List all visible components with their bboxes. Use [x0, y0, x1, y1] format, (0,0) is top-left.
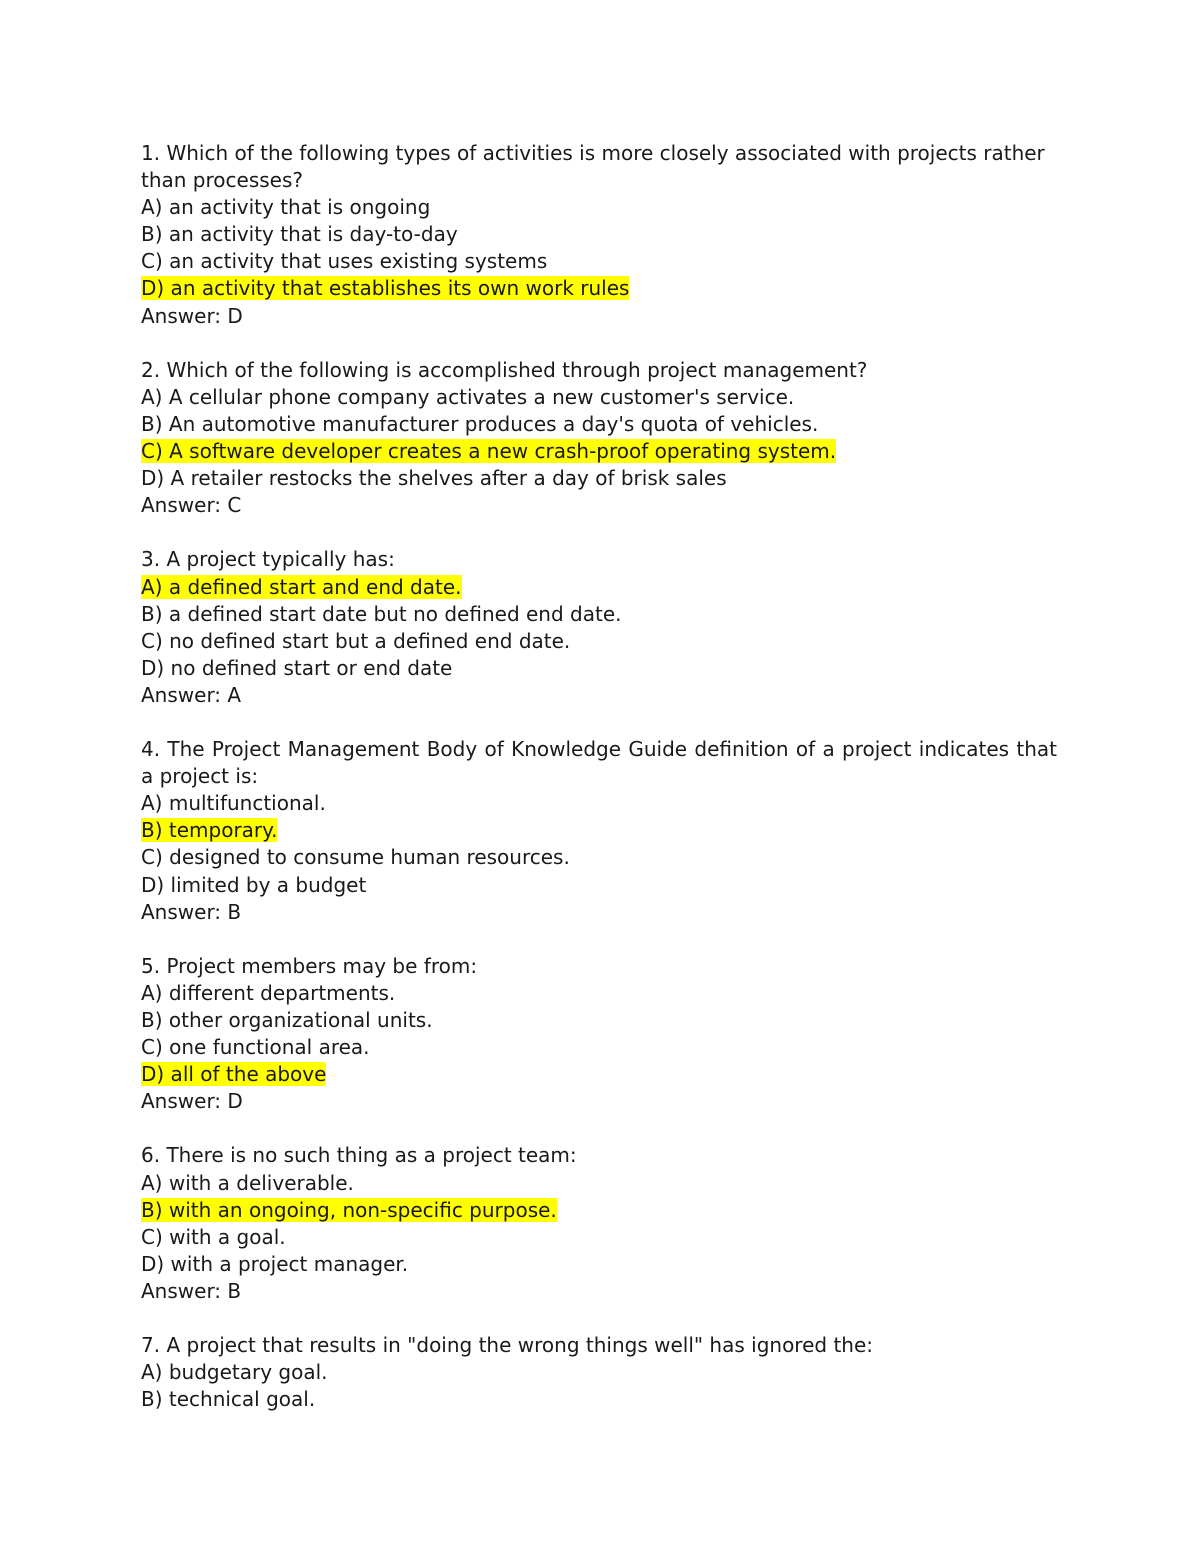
option-b-highlighted: B) temporary. [141, 818, 278, 843]
option-c: C) with a goal. [141, 1224, 286, 1249]
option-a: A) an activity that is ongoing [141, 195, 431, 220]
option-d: D) limited by a budget [141, 872, 367, 897]
option-a: A) multifunctional. [141, 791, 326, 816]
option-b: B) technical goal. [141, 1387, 316, 1412]
question-3 [141, 546, 1057, 709]
option-d-highlighted: D) an activity that establishes its own work rules [141, 276, 630, 301]
option-d: D) A retailer restocks the shelves after a day of brisk sales [141, 466, 727, 491]
option-d-highlighted: D) all of the above [141, 1062, 327, 1087]
question-stem: 3. A project typically has: [141, 547, 395, 572]
question-4 [141, 736, 1057, 926]
option-c: C) no defined start but a defined end date. [141, 628, 571, 653]
question-7 [141, 1332, 1057, 1413]
question-2 [141, 357, 1057, 520]
question-list [141, 140, 1057, 1441]
option-b: B) a defined start date but no defined end date. [141, 601, 622, 626]
answer-line: Answer: D [141, 303, 243, 328]
answer-line: Answer: A [141, 682, 242, 707]
answer-line: Answer: C [141, 493, 242, 518]
question-stem: 1. Which of the following types of activities is more closely associated with projects rather than processes? [141, 141, 1045, 193]
option-a: A) with a deliverable. [141, 1170, 354, 1195]
question-stem: 2. Which of the following is accomplished through project management? [141, 357, 868, 382]
question-stem: 5. Project members may be from: [141, 953, 478, 978]
option-d: D) no defined start or end date [141, 655, 453, 680]
question-stem: 7. A project that results in "doing the wrong things well" has ignored the: [141, 1333, 874, 1358]
question-6 [141, 1142, 1057, 1305]
option-a-highlighted: A) a defined start and end date. [141, 574, 462, 599]
question-5 [141, 953, 1057, 1116]
question-stem: 6. There is no such thing as a project team: [141, 1143, 577, 1168]
answer-line: Answer: B [141, 899, 242, 924]
answer-line: Answer: B [141, 1278, 242, 1303]
option-a: A) different departments. [141, 980, 396, 1005]
question-1 [141, 140, 1057, 330]
option-b: B) other organizational units. [141, 1008, 433, 1032]
question-stem: 4. The Project Management Body of Knowledge Guide definition of a project indicates that a project is: [141, 737, 1057, 789]
option-a: A) A cellular phone company activates a new customer's service. [141, 384, 795, 409]
answer-line: Answer: D [141, 1089, 243, 1114]
option-b: B) an activity that is day-to-day [141, 222, 458, 247]
option-c: C) designed to consume human resources. [141, 845, 570, 870]
option-c-highlighted: C) A software developer creates a new crash-proof operating system. [141, 439, 837, 464]
option-b-highlighted: B) with an ongoing, non-specific purpose. [141, 1197, 557, 1222]
option-c: C) one functional area. [141, 1035, 370, 1060]
option-b: B) An automotive manufacturer produces a day's quota of vehicles. [141, 411, 819, 436]
option-c: C) an activity that uses existing systems [141, 249, 548, 274]
option-a: A) budgetary goal. [141, 1360, 328, 1385]
option-d: D) with a project manager. [141, 1251, 409, 1276]
